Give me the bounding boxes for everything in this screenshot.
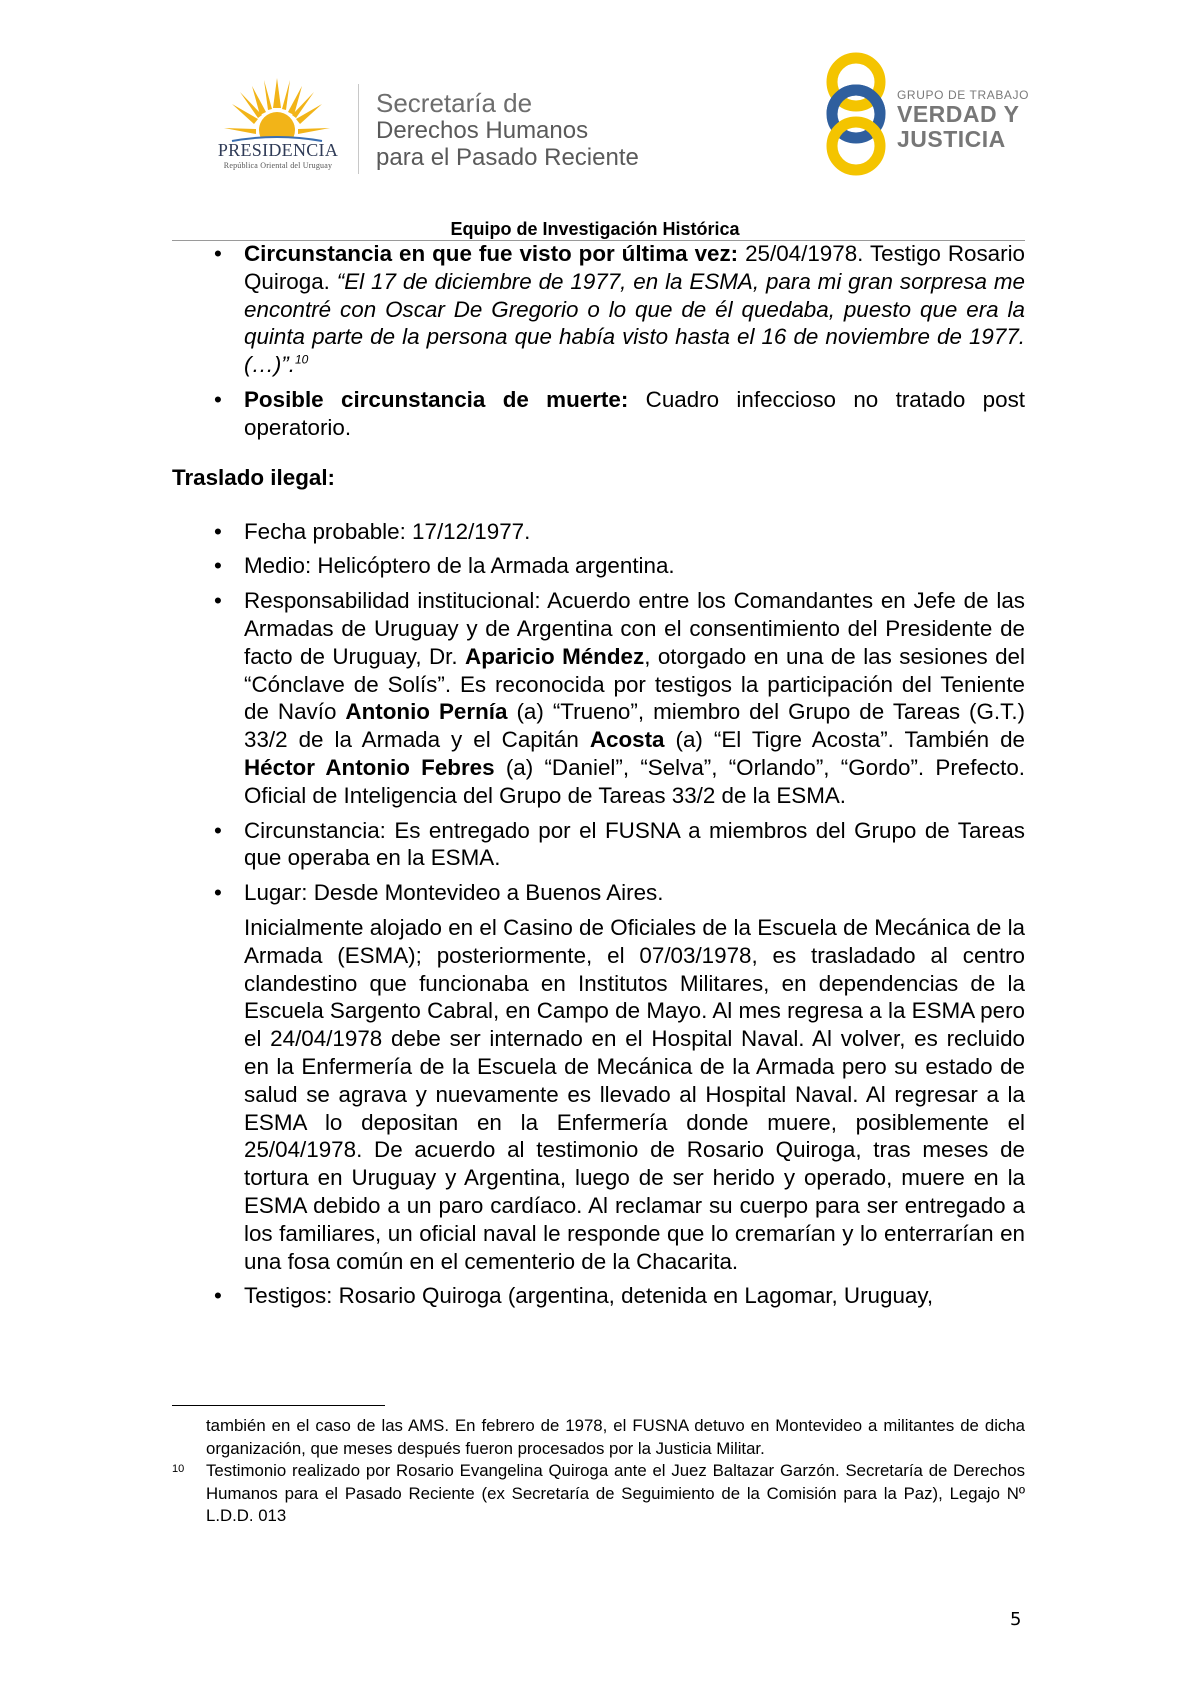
footnote-ref: 10 — [294, 352, 309, 367]
secretaria-line-1: Secretaría de — [376, 88, 533, 118]
verdad-label: VERDAD Y — [897, 101, 1020, 127]
bullet-icon: • — [214, 241, 222, 266]
item-text: Medio: Helicóptero de la Armada argentina. — [244, 553, 675, 579]
name-bold: Héctor Antonio Febres — [244, 754, 495, 780]
grupo-label: GRUPO DE TRABAJO — [897, 88, 1030, 102]
presidencia-sun-logo — [222, 78, 332, 148]
bullet-icon: • — [214, 588, 222, 614]
footnote-rule — [172, 1405, 385, 1406]
footnote-continuation: también en el caso de las AMS. En febrero de 1978, el FUSNA detuvo en Montevideo a militantes de dicha organización, que meses después fueron procesados por la Justicia Militar. — [206, 1416, 1025, 1458]
item-label: Posible circunstancia de muerte: — [244, 386, 629, 412]
footnote-text: Testimonio realizado por Rosario Evangelina Quiroga ante el Juez Baltazar Garzón. Secretaría de Derechos Humanos para el Pasado Reciente (ex Secretaría de Seguimiento de la Comisión para la Paz), Legajo Nº L.D.D. 013 — [206, 1461, 1025, 1525]
secretaria-line-2: Derechos Humanos — [376, 117, 589, 144]
section-heading: Traslado ilegal: — [172, 464, 336, 490]
bullet-icon: • — [214, 880, 222, 906]
presidencia-title: PRESIDENCIA — [217, 140, 339, 160]
list-item-lugar — [172, 879, 1025, 907]
bullet-icon: • — [214, 553, 222, 579]
item-text: (a) “Trueno”, miembro del Grupo de Tareas (G.T.) 33/2 de la Armada y el Capitán — [244, 699, 1025, 753]
narrative-paragraph: Inicialmente alojado en el Casino de Oficiales de la Escuela de Mecánica de la Armada (ESMA); posteriormente, el 07/03/1978, es trasladado al centro clandestino que funcionaba en Institutos Militares, en dependencias de la Escuela Sargento Cabral, en Campo de Mayo. Al mes regresa a la ESMA pero el 24/04/1978 debe ser internado en el Hospital Naval. Al volver, es recluido en la Enfermería de la Escuela de Mecánica de la Armada pero su estado de salud se agrava y nuevamente es llevado al Hospital Naval. Al regresar a la ESMA lo depositan en la Enfermería donde muere, posiblemente el 25/04/1978. De acuerdo al testimonio de Rosario Quiroga, tras meses de tortura en Uruguay y Argentina, luego de ser herido y operado, muere en la ESMA debido a un paro cardíaco. Al reclamar su cuerpo para ser entregado a los familiares, un oficial naval le responde que lo cremarían y lo enterrarían en una fosa común en el cementerio de la Chacarita. — [244, 914, 1025, 1274]
item-text: (a) “Daniel”, “Selva”, “Orlando”, “Gordo”. Prefecto. Oficial de Inteligencia del Grupo de Tareas 33/2 de la ESMA. — [244, 754, 1025, 808]
item-label: Circunstancia en que fue visto por última vez: — [244, 241, 739, 266]
page-number: 5 — [1010, 1609, 1022, 1630]
justicia-label: JUSTICIA — [897, 126, 1006, 152]
testigos-list — [172, 1282, 1025, 1310]
page-header — [0, 0, 1190, 210]
list-item-circunstancia — [172, 817, 1025, 873]
presidencia-subtitle: República Oriental del Uruguay — [223, 161, 333, 170]
name-bold: Acosta — [589, 727, 665, 753]
secretaria-line-3: para el Pasado Reciente — [376, 144, 639, 171]
bullet-icon: • — [214, 518, 222, 544]
list-item-responsabilidad — [172, 587, 1025, 809]
item-text: Testigos: Rosario Quiroga (argentina, detenida en Lagomar, Uruguay, — [244, 1283, 934, 1309]
item-text: Responsabilidad institucional: Acuerdo entre los Comandantes en Jefe de las Armadas de Uruguay y de Argentina con el consentimiento del Presidente de facto de Uruguay, Dr. — [244, 588, 1025, 669]
bullet-icon: • — [214, 817, 222, 843]
list-item-fecha — [172, 518, 1025, 546]
footnote-number: 10 — [172, 1463, 185, 1475]
item-text: 25/04/1978. Testigo Rosario Quiroga. — [244, 241, 1025, 294]
quote-text: “El 17 de diciembre de 1977, en la ESMA, para mi gran sorpresa me encontré con Oscar De Gregorio o lo que de él quedaba, puesto que era la quinta parte de la persona que había visto hasta el 16 de noviembre de 1977. (…)”. — [244, 268, 1025, 378]
item-text: (a) “El Tigre Acosta”. También de — [664, 727, 1026, 753]
list-item-medio — [172, 552, 1025, 580]
item-text: Fecha probable: 17/12/1977. — [244, 518, 531, 544]
header-divider — [358, 84, 359, 174]
secretaria-logo-text — [376, 90, 639, 171]
traslado-list — [172, 518, 1025, 907]
verdad-justicia-text — [897, 88, 1029, 152]
verdad-justicia-rings-logo — [818, 52, 894, 176]
footnotes — [172, 1415, 1025, 1528]
bullet-icon: • — [214, 1283, 222, 1309]
document-body — [172, 240, 1025, 1317]
item-text: , otorgado en una de las sesiones del “Cónclave de Solís”. Es reconocida por testigos la participación del Teniente de Navío — [244, 643, 1025, 725]
footnote-10 — [172, 1460, 1025, 1528]
list-item-last-seen — [172, 240, 1025, 379]
team-title: Equipo de Investigación Histórica — [450, 219, 740, 239]
item-text: Circunstancia: Es entregado por el FUSNA a miembros del Grupo de Tareas que operaba en la ESMA. — [244, 817, 1025, 871]
list-item-death — [172, 386, 1025, 442]
status-list — [172, 240, 1025, 442]
name-bold: Aparicio Méndez — [465, 643, 645, 669]
item-text: Lugar: Desde Montevideo a Buenos Aires. — [244, 880, 664, 906]
bullet-icon: • — [214, 386, 222, 412]
name-bold: Antonio Pernía — [345, 699, 508, 725]
item-text: Cuadro infeccioso no tratado post operatorio. — [244, 386, 1025, 440]
list-item-testigos — [172, 1282, 1025, 1310]
